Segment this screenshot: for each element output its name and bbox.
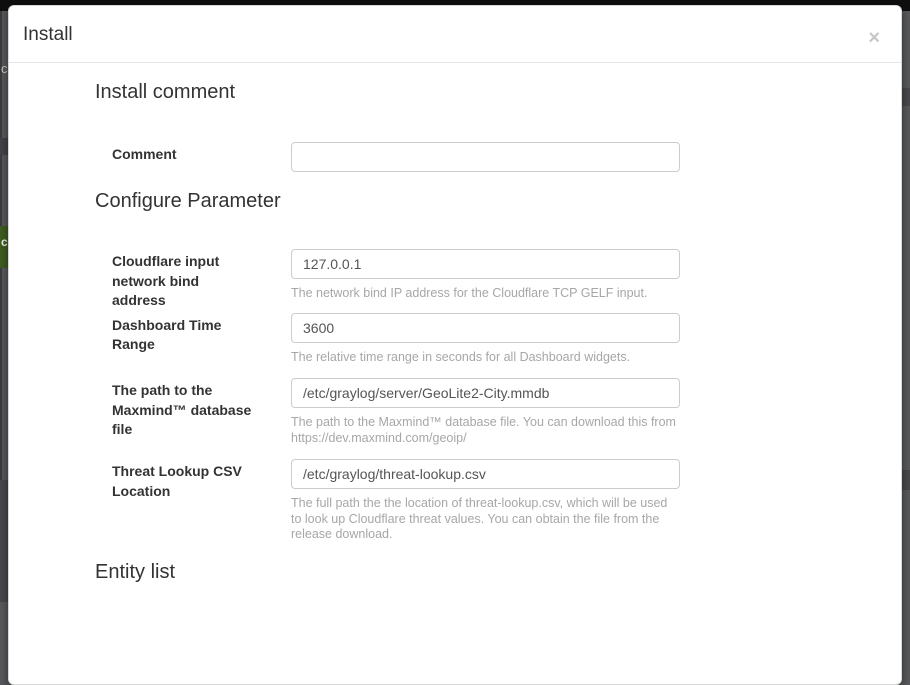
modal-title: Install — [23, 24, 73, 45]
background-dark-band — [0, 138, 8, 155]
section-heading-install-comment: Install comment — [95, 81, 236, 103]
threat-csv-label: Threat Lookup CSV Location — [112, 463, 242, 499]
section-heading-configure-parameter: Configure Parameter — [95, 190, 281, 212]
bind-address-input[interactable] — [291, 249, 680, 279]
form-row-threat-csv — [95, 459, 881, 543]
comment-label: Comment — [112, 146, 177, 162]
time-range-controls — [291, 313, 680, 366]
background-text-fragment: c — [1, 62, 8, 76]
form-row-comment — [95, 142, 881, 172]
form-row-bind-address — [95, 249, 881, 311]
modal-body — [9, 63, 901, 626]
background-text-fragment: c — [1, 236, 8, 249]
time-range-label: Dashboard Time Range — [112, 316, 222, 352]
comment-input[interactable] — [291, 142, 680, 172]
maxmind-path-controls — [291, 378, 680, 446]
maxmind-path-label: The path to the Maxmind™ database file — [112, 382, 252, 437]
install-modal — [8, 5, 902, 685]
section-heading-entity-list: Entity list — [95, 560, 176, 583]
maxmind-path-help: The path to the Maxmind™ database file. You can download this from https://dev.maxmind.com/geoip/ — [291, 415, 676, 445]
threat-csv-controls — [291, 459, 680, 543]
time-range-input[interactable] — [291, 313, 680, 343]
background-dark-band — [902, 470, 910, 490]
bind-address-controls — [291, 249, 680, 302]
close-icon[interactable]: × — [868, 27, 880, 49]
threat-csv-help: The full path the the location of threat-lookup.csv, which will be used to look up Cloudflare threat values. You can obtain the file from the release download. — [291, 496, 668, 541]
bind-address-label: Cloudflare input network bind address — [112, 253, 220, 308]
maxmind-path-input[interactable] — [291, 378, 680, 408]
form-row-maxmind-path — [95, 378, 881, 446]
comment-controls — [291, 142, 680, 172]
bind-address-help: The network bind IP address for the Cloudflare TCP GELF input. — [291, 286, 648, 300]
form-row-time-range — [95, 313, 881, 366]
time-range-help: The relative time range in seconds for all Dashboard widgets. — [291, 349, 631, 364]
background-dark-band — [902, 88, 910, 106]
threat-csv-input[interactable] — [291, 459, 680, 489]
modal-header — [9, 6, 901, 63]
background-dark-band — [0, 480, 8, 602]
